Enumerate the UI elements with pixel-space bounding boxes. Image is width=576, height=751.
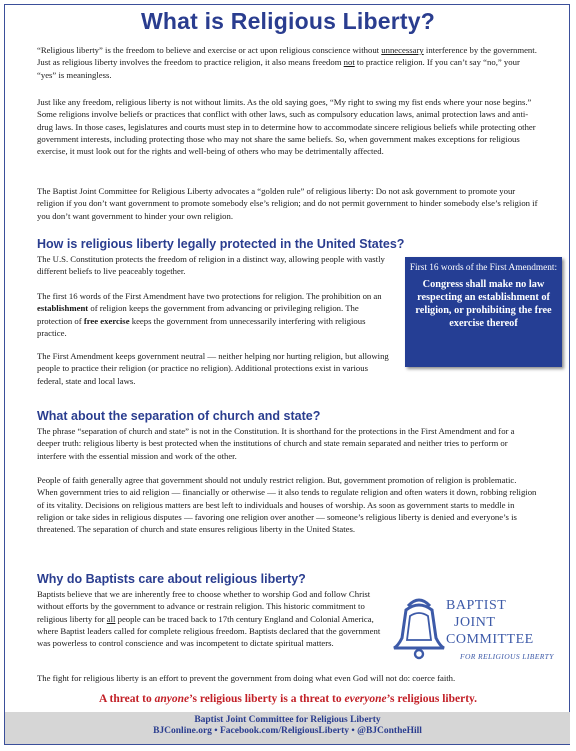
logo-line-tagline: FOR RELIGIOUS LIBERTY bbox=[460, 652, 554, 661]
logo-line-baptist: BAPTIST bbox=[446, 598, 507, 613]
section2-paragraph-2: People of faith generally agree that government should not unduly restrict religion. But, government promotion of religion is problematic. When government tries to aid religion — financially or otherwise — it also tends to regulate religion and often waters it down, robbing religion of its vitality. Decisions on religious matters are best left to individuals and houses of worship. As soon as government starts to meddle in religion or take sides in religious disputes — favoring one religion over another — someone’s religious liberty is denied and everyone’s is threatened. The separation of church and state ensures religious liberty in the United States. bbox=[37, 475, 537, 535]
footer-links[interactable]: BJConline.org • Facebook.com/ReligiousLiberty • @BJContheHill bbox=[153, 726, 422, 736]
logo-line-joint: JOINT bbox=[454, 615, 496, 630]
bjc-logo bbox=[392, 592, 564, 666]
section-heading-separation: What about the separation of church and state? bbox=[37, 409, 321, 423]
section3-paragraph-1: Baptists believe that we are inherently free to choose whether to worship God and follow Christ without efforts by the government to advance or restrain religion. This historic commitment to religious liberty for all people can be traced back to 17th century England and Colonial America, where Baptist leaders called for complete religious freedom. Baptists declared that the government was powerless to control conscience and was incompetent to dictate spiritual matters. bbox=[37, 589, 381, 649]
section3-paragraph-2: The fight for religious liberty is an effort to prevent the government from doing what even God will not do: coerce faith. bbox=[37, 673, 456, 683]
first-amendment-callout bbox=[405, 257, 562, 367]
footer-org-name: Baptist Joint Committee for Religious Liberty bbox=[194, 715, 381, 725]
logo-line-committee: COMMITTEE bbox=[446, 632, 534, 647]
intro-paragraph-3: The Baptist Joint Committee for Religious Liberty advocates a “golden rule” of religious liberty: Do not ask government to promote your religion if you don’t want government to promote somebody else’s religion; and do not permit government to hinder somebody else’s religion if you don’t want government to hinder your own religion. bbox=[37, 186, 538, 221]
callout-label: First 16 words of the First Amendment: bbox=[409, 263, 558, 273]
section1-paragraph-2: The first 16 words of the First Amendment have two protections for religion. The prohibition on an establishment of religion keeps the government from advancing or privileging religion. The protection of free exercise keeps the government from unnecessarily interfering with religious practice. bbox=[37, 291, 382, 338]
section-heading-baptists: Why do Baptists care about religious liberty? bbox=[37, 572, 306, 586]
liberty-bell-icon bbox=[392, 596, 446, 660]
section1-paragraph-1: The U.S. Constitution protects the freedom of religion in a distinct way, allowing people with vastly different beliefs to live peaceably together. bbox=[37, 254, 385, 277]
intro-paragraph-2: Just like any freedom, religious liberty is not without limits. As the old saying goes, “My right to swing my fist ends where your nose begins.” Some religions involve beliefs or practices that conflict with other laws, such as compulsory education laws, animal protection laws and anti-drug laws. In those cases, legislatures and courts must step in to determine how to accommodate sincere religious beliefs while protecting other government interests, including protecting those who may not share the same beliefs. So, when government makes exceptions for religious exercise, it must look out for the rights and well-being of others who may be detrimentally affected. bbox=[37, 97, 536, 157]
threat-tagline: A threat to anyone’s religious liberty is a threat to everyone’s religious liberty. bbox=[98, 693, 478, 705]
intro-paragraph-1: “Religious liberty” is the freedom to believe and exercise or act upon religious conscience without unnecessary interference by the government. Just as religious liberty involves the freedom to practice religion, it also means freedom not to practice religion. If you can’t say “no,” your “yes” is meaningless. bbox=[37, 45, 537, 80]
section2-paragraph-1: The phrase “separation of church and state” is not in the Constitution. It is shorthand for the protections in the First Amendment and for a deeper truth: religious liberty is best protected when the institutions of church and state remain separated and neither tries to perform or interfere with the essential mission and work of the other. bbox=[37, 426, 515, 461]
section-heading-legal-protection: How is religious liberty legally protected in the United States? bbox=[37, 237, 405, 251]
footer bbox=[5, 712, 570, 744]
callout-quote: Congress shall make no law respecting an establishment of religion, or prohibiting the free exercise thereof bbox=[415, 279, 552, 329]
page-title: What is Religious Liberty? bbox=[140, 8, 435, 34]
section1-paragraph-3: The First Amendment keeps government neutral — neither helping nor hurting religion, but allowing people to practice their religion (or practice no religion). Additional protections exist in various federal, state and local laws. bbox=[37, 351, 389, 386]
